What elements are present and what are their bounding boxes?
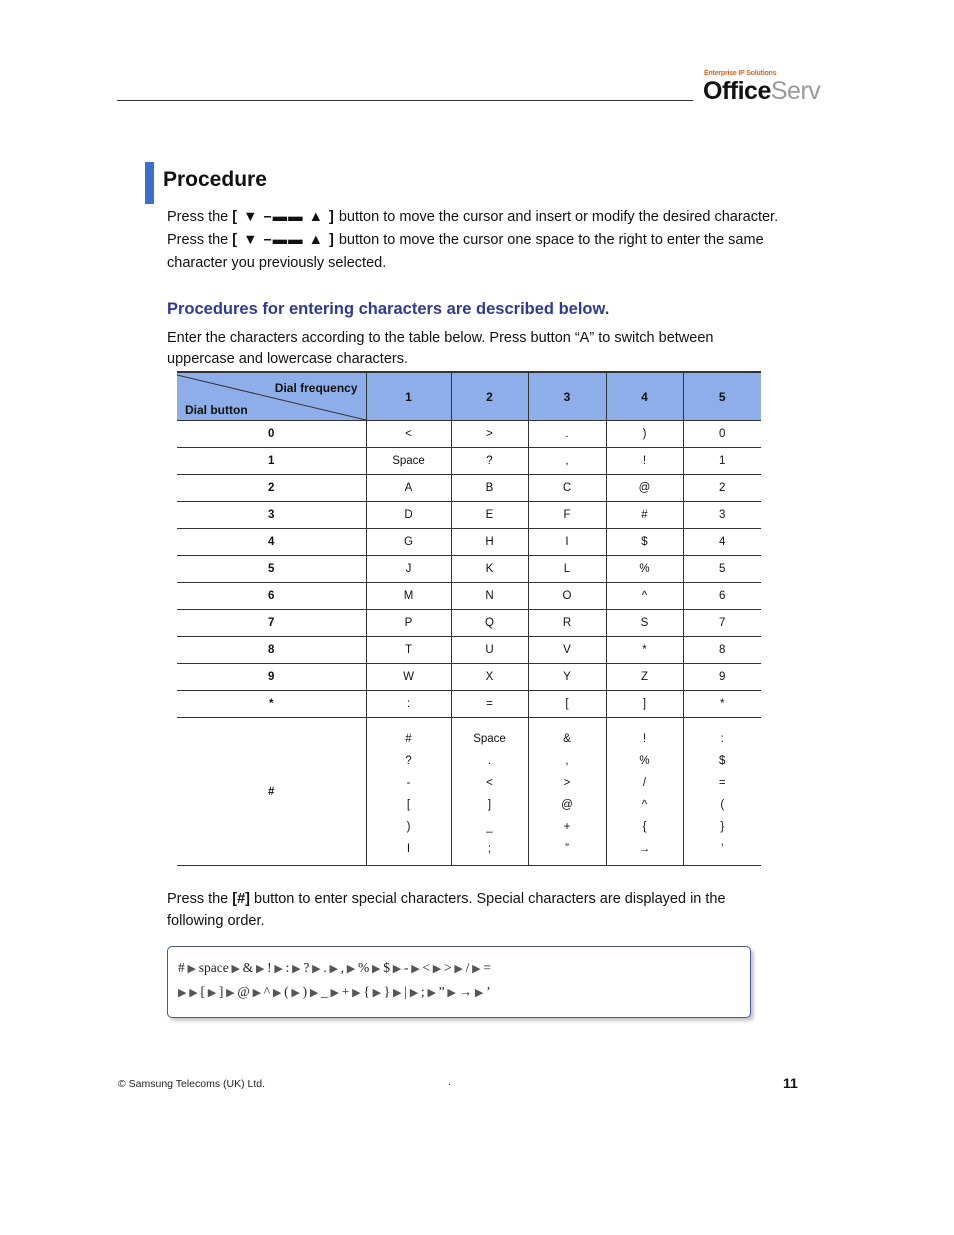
sequence-char: }	[383, 984, 391, 999]
table-row	[177, 448, 761, 475]
play-arrow-icon: ▶	[424, 987, 439, 999]
char-cell: Z	[606, 664, 683, 691]
char-cell: O	[528, 583, 606, 610]
sequence-char: ?	[303, 960, 310, 975]
char-cell: 2	[683, 475, 761, 502]
sequence-char: [	[200, 984, 205, 999]
table-row	[177, 664, 761, 691]
char-entry: %	[639, 755, 650, 767]
char-entry: ^	[641, 799, 648, 811]
play-arrow-icon: ▶	[228, 963, 243, 975]
char-cell: ,	[528, 448, 606, 475]
sequence-char: !	[267, 960, 272, 975]
footer-copyright: © Samsung Telecoms (UK) Ltd.	[118, 1078, 266, 1090]
char-cell: L	[528, 556, 606, 583]
dial-frequency-label: Dial frequency	[274, 381, 358, 395]
header-cell: 1	[366, 372, 451, 421]
char-cell: P	[366, 610, 451, 637]
char-cell: >	[451, 421, 528, 448]
sequence-char: +	[341, 984, 350, 999]
para1-line1-post: button to move the cursor and insert or modify the desired character.	[334, 209, 779, 225]
sequence-char: {	[363, 984, 370, 999]
sequence-char: <	[422, 960, 431, 975]
play-arrow-icon: ▶	[271, 963, 286, 975]
play-arrow-icon: ▶	[189, 987, 201, 999]
char-cell-multi	[451, 718, 528, 866]
table-row	[177, 556, 761, 583]
char-cell: B	[451, 475, 528, 502]
section-title: Procedure	[163, 168, 267, 191]
char-cell: @	[606, 475, 683, 502]
play-arrow-icon: ▶	[288, 987, 303, 999]
char-cell: H	[451, 529, 528, 556]
char-cell: ]	[606, 691, 683, 718]
char-entry: ’	[720, 843, 724, 855]
char-entry: -	[406, 777, 411, 789]
char-cell-multi	[683, 718, 761, 866]
table-row	[177, 583, 761, 610]
logo-serv: Serv	[770, 77, 821, 105]
sequence-char: .	[323, 960, 327, 975]
play-arrow-icon: ▶	[326, 963, 341, 975]
char-cell: 8	[683, 637, 761, 664]
char-entry: /	[642, 777, 647, 789]
char-cell: #	[606, 502, 683, 529]
char-cell: 1	[683, 448, 761, 475]
char-entry: ?	[405, 755, 412, 767]
character-table	[177, 371, 761, 866]
char-entry: {	[642, 821, 647, 833]
play-arrow-icon: ▶	[270, 987, 285, 999]
table-row	[177, 610, 761, 637]
dial-button-cell: 6	[177, 583, 366, 610]
special-chars-sequence-box	[167, 946, 751, 1018]
table-row	[177, 502, 761, 529]
sequence-char: )	[302, 984, 308, 999]
char-cell: U	[451, 637, 528, 664]
play-arrow-icon: ▶	[451, 963, 466, 975]
char-entry: &	[563, 733, 571, 745]
sequence-char: /	[465, 960, 470, 975]
char-cell: Y	[528, 664, 606, 691]
para2-post: button to enter special characters. Special characters are displayed in the following order.	[167, 891, 726, 929]
play-arrow-icon: ▶	[472, 987, 487, 999]
char-cell: .	[528, 421, 606, 448]
char-cell: !	[606, 448, 683, 475]
header-cell: 3	[528, 372, 606, 421]
dial-button-cell: *	[177, 691, 366, 718]
char-entry: >	[563, 777, 571, 789]
sequence-char: %	[358, 960, 370, 975]
char-cell: 5	[683, 556, 761, 583]
char-cell: ^	[606, 583, 683, 610]
table-corner-header	[177, 372, 366, 421]
sequence-char: =	[483, 960, 491, 975]
char-cell: [	[528, 691, 606, 718]
logo-office: Office	[703, 77, 771, 105]
char-entry: }	[720, 821, 725, 833]
sequence-line-2	[178, 984, 491, 1000]
char-cell: *	[683, 691, 761, 718]
cursor-button-symbol: [ ▼ –▬▬ ▲ ]	[232, 232, 335, 248]
char-cell: 3	[683, 502, 761, 529]
intro-text: Enter the characters according to the table below. Press button “A” to switch between uppercase and lowercase characters.	[167, 330, 714, 367]
char-cell: A	[366, 475, 451, 502]
char-cell: S	[606, 610, 683, 637]
section-accent-bar	[145, 162, 154, 204]
sequence-char: |	[404, 984, 407, 999]
play-arrow-icon: ▶	[369, 987, 384, 999]
char-cell: Space	[366, 448, 451, 475]
sequence-char: #	[178, 960, 185, 975]
char-entry: →	[638, 843, 651, 855]
play-arrow-icon: ▶	[389, 963, 404, 975]
logo-tagline: Enterprise IP Solutions	[704, 70, 777, 77]
play-arrow-icon: ▶	[349, 987, 364, 999]
header-cell: 4	[606, 372, 683, 421]
char-entry: $	[719, 755, 726, 767]
para1-line2-pre: Press the	[167, 232, 233, 248]
char-cell: $	[606, 529, 683, 556]
char-entry: #	[405, 733, 412, 745]
char-cell: ?	[451, 448, 528, 475]
char-entry: @	[561, 799, 573, 811]
char-entry: Space	[473, 733, 506, 745]
play-arrow-icon: ▶	[327, 987, 342, 999]
sequence-char: space	[198, 960, 229, 975]
char-cell: C	[528, 475, 606, 502]
char-cell: E	[451, 502, 528, 529]
dial-button-cell: 3	[177, 502, 366, 529]
dial-button-cell: 1	[177, 448, 366, 475]
sequence-char: _	[321, 984, 328, 999]
char-cell: V	[528, 637, 606, 664]
char-entry: !	[642, 733, 647, 745]
table-row	[177, 637, 761, 664]
sequence-char: -	[403, 960, 409, 975]
char-entry: )	[406, 821, 411, 833]
dial-button-label: Dial button	[185, 403, 248, 417]
para2-pre: Press the	[167, 891, 233, 907]
char-entry: ,	[565, 755, 569, 767]
char-cell: 9	[683, 664, 761, 691]
table-row	[177, 691, 761, 718]
char-cell: M	[366, 583, 451, 610]
sequence-char: @	[237, 984, 250, 999]
dial-button-cell: 5	[177, 556, 366, 583]
sequence-char: &	[242, 960, 254, 975]
dial-button-cell: 2	[177, 475, 366, 502]
sequence-char: (	[284, 984, 289, 999]
char-cell: N	[451, 583, 528, 610]
dial-button-cell: 0	[177, 421, 366, 448]
char-cell-multi	[366, 718, 451, 866]
sequence-char: ^	[263, 984, 271, 999]
sequence-char: >	[444, 960, 452, 975]
table-row-hash	[177, 718, 761, 866]
special-chars-text	[167, 888, 767, 932]
char-cell: F	[528, 502, 606, 529]
table-row	[177, 421, 761, 448]
sequence-char: ”	[438, 984, 445, 999]
char-cell: <	[366, 421, 451, 448]
play-arrow-icon: ▶	[309, 963, 324, 975]
play-arrow-icon: ▶	[249, 987, 264, 999]
para1-line2	[167, 229, 764, 252]
para1-line1-pre: Press the	[167, 209, 233, 225]
char-cell: 4	[683, 529, 761, 556]
char-entry: ”	[565, 843, 569, 855]
play-arrow-icon: ▶	[444, 987, 459, 999]
play-arrow-icon: ▶	[408, 963, 423, 975]
hash-button-label: [#]	[232, 891, 251, 907]
char-cell: J	[366, 556, 451, 583]
char-cell: *	[606, 637, 683, 664]
char-cell: X	[451, 664, 528, 691]
sequence-char: $	[383, 960, 390, 975]
char-cell: G	[366, 529, 451, 556]
char-cell: K	[451, 556, 528, 583]
dial-button-cell: 8	[177, 637, 366, 664]
play-arrow-icon: ▶	[406, 987, 421, 999]
play-arrow-icon: ▶	[178, 987, 190, 999]
play-arrow-icon: ▶	[390, 987, 405, 999]
play-arrow-icon: ▶	[469, 963, 484, 975]
para1-line3: character you previously selected.	[167, 255, 387, 271]
char-cell: :	[366, 691, 451, 718]
char-entry: _	[486, 821, 493, 833]
char-cell: 0	[683, 421, 761, 448]
play-arrow-icon: ▶	[344, 963, 359, 975]
char-entry: ]	[487, 799, 492, 811]
dial-button-cell: 9	[177, 664, 366, 691]
char-cell: W	[366, 664, 451, 691]
char-cell: Q	[451, 610, 528, 637]
char-entry: +	[563, 821, 571, 833]
dial-button-cell: 7	[177, 610, 366, 637]
char-cell-multi	[606, 718, 683, 866]
char-entry: I	[406, 843, 411, 855]
char-cell: 6	[683, 583, 761, 610]
char-cell: I	[528, 529, 606, 556]
sequence-char: ]	[218, 984, 224, 999]
sequence-char: :	[285, 960, 290, 975]
dial-button-cell: 4	[177, 529, 366, 556]
para1-line1	[167, 206, 778, 229]
char-cell: R	[528, 610, 606, 637]
play-arrow-icon: ▶	[184, 963, 199, 975]
play-arrow-icon: ▶	[204, 987, 219, 999]
char-entry: <	[486, 777, 493, 789]
sequence-char: ,	[340, 960, 345, 975]
char-entry: ;	[487, 843, 492, 855]
char-cell: %	[606, 556, 683, 583]
char-cell-multi	[528, 718, 606, 866]
char-cell: =	[451, 691, 528, 718]
char-cell: )	[606, 421, 683, 448]
subheading: Procedures for entering characters are described below.	[167, 300, 610, 318]
officeserv-logo	[703, 70, 823, 104]
char-entry: [	[406, 799, 411, 811]
header-rule	[117, 100, 693, 101]
cursor-button-symbol: [ ▼ –▬▬ ▲ ]	[232, 209, 335, 225]
char-cell: 7	[683, 610, 761, 637]
header-cell: 5	[683, 372, 761, 421]
table-row	[177, 475, 761, 502]
play-arrow-icon: ▶	[223, 987, 238, 999]
footer-dot: .	[448, 1076, 452, 1088]
char-entry: (	[720, 799, 725, 811]
table-row	[177, 529, 761, 556]
play-arrow-icon: ▶	[369, 963, 384, 975]
char-entry: =	[718, 777, 726, 789]
char-entry: :	[720, 733, 724, 745]
sequence-char: ;	[420, 984, 425, 999]
play-arrow-icon: ▶	[307, 987, 322, 999]
header-cell: 2	[451, 372, 528, 421]
sequence-line-1	[178, 960, 491, 976]
para1-line2-post: button to move the cursor one space to the right to enter the same	[334, 232, 764, 248]
char-cell: T	[366, 637, 451, 664]
char-entry: .	[487, 755, 492, 767]
char-cell: D	[366, 502, 451, 529]
dial-button-cell: #	[177, 718, 366, 866]
sequence-char: →	[458, 984, 473, 999]
page-number: 11	[783, 1075, 798, 1091]
play-arrow-icon: ▶	[253, 963, 268, 975]
play-arrow-icon: ▶	[289, 963, 304, 975]
play-arrow-icon: ▶	[430, 963, 445, 975]
sequence-char: ’	[486, 984, 491, 999]
